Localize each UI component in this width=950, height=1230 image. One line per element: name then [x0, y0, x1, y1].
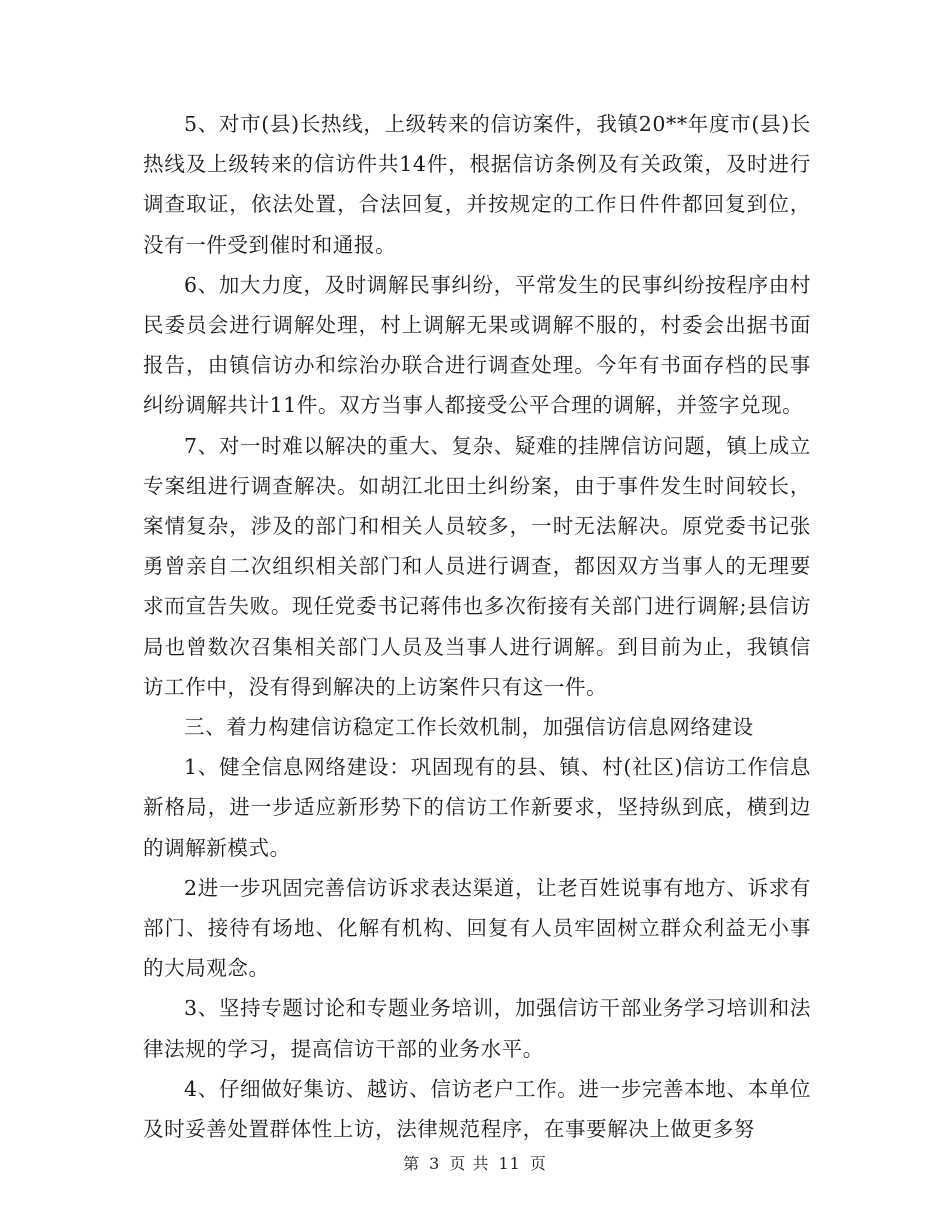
- paragraph-item-5: 5、对市(县)长热线，上级转来的信访案件，我镇20**年度市(县)长热线及上级转来的信访件共14件，根据信访条例及有关政策，及时进行调查取证，依法处置，合法回复，并按规定的工作日件件都回复到位，没有一件受到催时和通报。: [143, 112, 811, 257]
- page-number: 3: [429, 1154, 441, 1173]
- footer-suffix: 页: [529, 1154, 547, 1173]
- paragraph-item-2: 2进一步巩固完善信访诉求表达渠道，让老百姓说事有地方、诉求有部门、接待有场地、化解有机构、回复有人员牢固树立群众利益无小事的大局观念。: [143, 875, 811, 981]
- total-pages: 11: [498, 1154, 521, 1173]
- page-footer: [0, 1153, 950, 1175]
- footer-middle: 页 共: [449, 1154, 490, 1173]
- paragraph-item-6: 6、加大力度，及时调解民事纠纷，平常发生的民事纠纷按程序由村民委员会进行调解处理，村上调解无果或调解不服的，村委会出据书面报告，由镇信访办和综治办联合进行调查处理。今年有书面存档的民事纠纷调解共计11件。双方当事人都接受公平合理的调解，并签字兑现。: [143, 272, 811, 418]
- section-heading-3: 三、着力构建信访稳定工作长效机制，加强信访信息网络建设: [184, 715, 754, 740]
- paragraph-item-1: 1、健全信息网络建设：巩固现有的县、镇、村(社区)信访工作信息新格局，进一步适应新形势下的信访工作新要求，坚持纵到底，横到边的调解新模式。: [143, 755, 811, 860]
- footer-prefix: 第: [403, 1154, 421, 1173]
- document-body: [143, 104, 811, 1149]
- paragraph-item-7: 7、对一时难以解决的重大、复杂、疑难的挂牌信访问题，镇上成立专案组进行调查解决。如胡江北田土纠纷案，由于事件发生时间较长，案情复杂，涉及的部门和相关人员较多，一时无法解决。原党委书记张勇曾亲自二次组织相关部门和人员进行调查，都因双方当事人的无理要求而宣告失败。现任党委书记蒋伟也多次衔接有关部门进行调解;县信访局也曾数次召集相关部门人员及当事人进行调解。到目前为止，我镇信访工作中，没有得到解决的上访案件只有这一件。: [143, 433, 811, 699]
- paragraph-item-4: 4、仔细做好集访、越访、信访老户工作。进一步完善本地、本单位及时妥善处置群体性上访，法律规范程序，在事要解决上做更多努: [143, 1076, 811, 1142]
- paragraph-item-3: 3、坚持专题讨论和专题业务培训，加强信访干部业务学习培训和法律法规的学习，提高信访干部的业务水平。: [143, 996, 811, 1061]
